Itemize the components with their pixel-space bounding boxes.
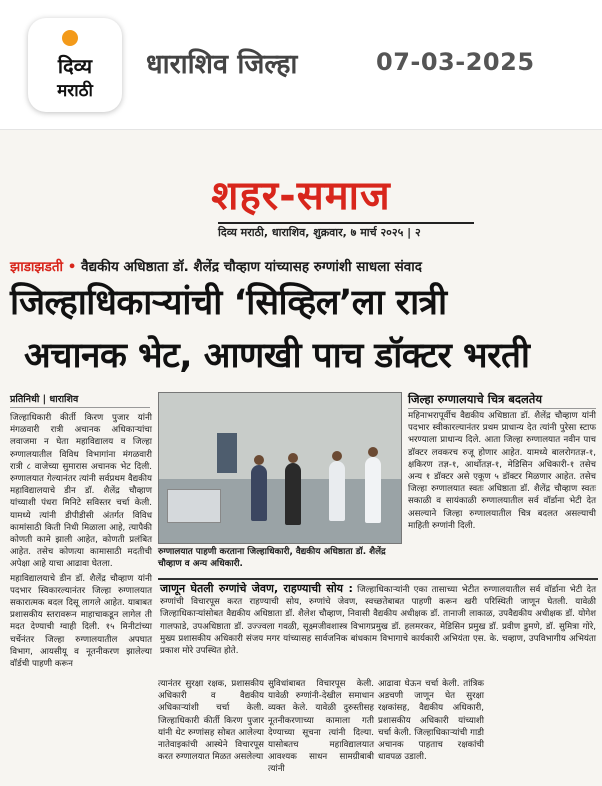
headline-line1: जिल्हाधिकाऱ्यांची ‘सिव्हिल’ला रात्री — [10, 283, 447, 323]
sidebar-heading: जिल्हा रुग्णालयाचे चित्र बदलतेय — [408, 392, 596, 409]
person-figure — [251, 465, 267, 521]
logo-text-line1: दिव्य — [57, 54, 93, 78]
person-figure — [285, 463, 301, 525]
article-column-right: महिनाभरापूर्वीच वैद्यकीय अधिष्ठाता डॉ. शैलेंद्र चौव्हाण यांनी पदभार स्वीकारल्यानंतर प्रथम प्राधान्य देत त्यांनी पुरेसा स्टाफ भरण्याला प्राधान्य दिले. आता जिल्हा रुग्णालयात नवीन पाच डॉक्टर लवकरच रुजू होणार आहेत. यामध्ये बालरोगतज्ञ-१, क्षकिरण तज्ञ-१, आर्थोतज्ञ-१, मेडिसिन अधिकारी-१ तसेच अन्य १ डॉक्टर असे एकूण ५ डॉक्टर मिळणार आहेत. तसेच जिल्हा रुग्णालयात स्वतः अधिष्ठाता डॉ. शैलेंद्र चौव्हाण स्वतः सकाळी व सायंकाळी रुग्णालयातील सर्व वॉर्डाना भेटी देत असल्याने जिल्हा रुग्णालयातील चित्र बदलत असल्याची माहिती रुग्णांनी दिली. — [408, 411, 596, 531]
newspaper-page — [0, 130, 602, 786]
bottom-column: आढावा घेऊन चर्चा केली. तांत्रिक अडचणी जाणून घेत सुरक्षा रक्षकांसह, वैद्यकीय अधिकारी, प्रशासकीय अधिकारी यांच्याशी चर्चा केली. जिल्हाधिकाऱ्यांची गाडी अचानक पाहताच रक्षकांची धावपळ उडाली. — [378, 679, 484, 763]
article-kicker — [10, 257, 594, 275]
box-text: जिल्हाधिकाऱ्यांनी एका तासाच्या भेटीत रुग्णालयातील सर्व वॉर्डाना भेटी देत रुग्णांची विचारपूस करत राहण्याची सोय, रुग्णांचे जेवण, स्वच्छतेबाबत पाहणी करून खरी परिस्थिती जाणून घेतली. यावेळी जिल्हाधिकाऱ्यांसोबत वैद्यकीय अधिष्ठाता डॉ. शैलेश चौव्हाण, निवासी वैद्यकीय अधीक्षक डॉ. तानाजी लाकाळ, उपवैद्यकीय अधीक्षक डॉ. योगेश गालफाडे, उपअधिष्ठाता डॉ. उज्ज्वला गवळी, सूक्ष्मजीवशास्त्र विभागप्रमुख डॉ. हलमरकर, मेडिसिन प्रमुख डॉ. प्रवीण डुमणे, डॉ. सुमित्रा गोरे, मुख्य प्रशासकीय अधिकारी संजय मगर यांच्यासह सार्वजनिक बांधकाम विभागाचे कार्यकारी अभियंता एस. के. चव्हाण, उपविभागीय अभियंता प्रकाश मोरे उपस्थित होते. — [160, 585, 597, 657]
person-figure — [329, 461, 345, 521]
sun-icon — [62, 30, 78, 46]
bullet-icon: • — [67, 259, 82, 275]
byline: प्रतिनिधी | धाराशिव — [10, 392, 150, 408]
headline-line2: अचानक भेट, आणखी पाच डॉक्टर भरती — [24, 336, 530, 376]
bottom-column: सुविधांबाबत विचारपूस केली. यावेळी रुग्णांनी-देखील समाधान व्यक्त केले. यावेळी दुरुस्तीसह नूतनीकरणाच्या कामाला गती देण्याच्या सूचना त्यांनी दिल्या. यासोबतच महाविद्यालयात आवश्यक साधन सामग्रीबाबी त्यांनी — [268, 679, 374, 775]
bottom-column: त्यानंतर सुरक्षा रक्षक, प्रशासकीय अधिकारी व वैद्यकीय अधिकाऱ्यांशी चर्चा केली. जिल्हाधिकारी कीर्ती किरण पुजार यांनी थेट रुग्णांसह सोबत आलेल्या नातेवाइकांची आस्थेने विचारपूस करत रुग्णालयात मिळत असलेल्या — [158, 679, 264, 763]
kicker-text: वैद्यकीय अधिष्ठाता डॉ. शैलेंद्र चौव्हाण यांच्यासह रुग्णांशी साधला संवाद — [81, 259, 422, 275]
article-photo — [158, 392, 402, 544]
boxed-section — [158, 578, 598, 670]
box-heading: जाणून घेतली रुग्णांचे जेवण, राहण्याची सोय : — [160, 582, 353, 595]
paragraph: महाविद्यालयाचे डीन डॉ. शैलेंद्र चौव्हाण यांनी पदभार स्विकारल्यानंतर जिल्हा रुग्णालयात सकारात्मक बदल दिसू लागले आहेत. याबाबत प्रशासकीय स्तरावरून माहाचाकडून लागेल ती मदत देण्याची ग्वाही दिली. १५ मिनीटांच्या चर्चेनंतर जिल्हा रुग्णालयातील अपघात विभाग, आयसीयू व नूतनीकरण झालेल्या वॉर्डची पाहणी करून — [10, 573, 152, 670]
section-masthead: शहर-समाज — [211, 173, 391, 219]
app-header — [0, 0, 602, 130]
monitor-stand — [217, 433, 237, 473]
hospital-bed — [167, 489, 221, 523]
kicker-label: झाडाझडती — [10, 259, 64, 275]
photo-caption: रुग्णालयात पाहणी करताना जिल्हाधिकारी, वैद्यकीय अधिष्ठाता डॉ. शैलेंद्र चौव्हाण व अन्य अधिकारी. — [158, 547, 386, 569]
person-figure — [365, 457, 381, 523]
divya-marathi-logo[interactable] — [28, 18, 122, 112]
article-column-left — [10, 412, 152, 672]
logo-text-line2: मराठी — [57, 81, 93, 101]
section-subhead: दिव्य मराठी, धाराशिव, शुक्रवार, ७ मार्च २०२५ | २ — [218, 222, 474, 240]
edition-date: 07-03-2025 — [376, 48, 535, 76]
edition-title: धाराशिव जिल्हा — [146, 49, 298, 80]
paragraph: जिल्हाधिकारी कीर्ती किरण पुजार यांनी मंगळवारी रात्री अचानक अधिकाऱ्यांचा लवाजमा न घेता महाविद्यालय व जिल्हा रुग्णालयातील विविध विभागांना मंगळवारी रात्री ८ वाजेच्या सुमारास अचानक भेट दिली. रुग्णालयात गेल्यानंतर त्यांनी सर्वप्रथम वैद्यकीय महाविद्यालयाचे डीन डॉ. शैलेंद्र चौव्हाण यांच्याशी पंधरा मिनिटे सविस्तर चर्चा केली. यामध्ये त्यांनी डीपीडीसी अंतर्गत विविध कामांसाठी किती निधी मिळाला आहे, त्यापैकी कोणती कामे झाली आहेत, कोणती प्रलंबित आहेत. तसेच कोणत्या कामासाठी मदतीची अपेक्षा आहे याचा आढावा घेतला. — [10, 413, 152, 570]
